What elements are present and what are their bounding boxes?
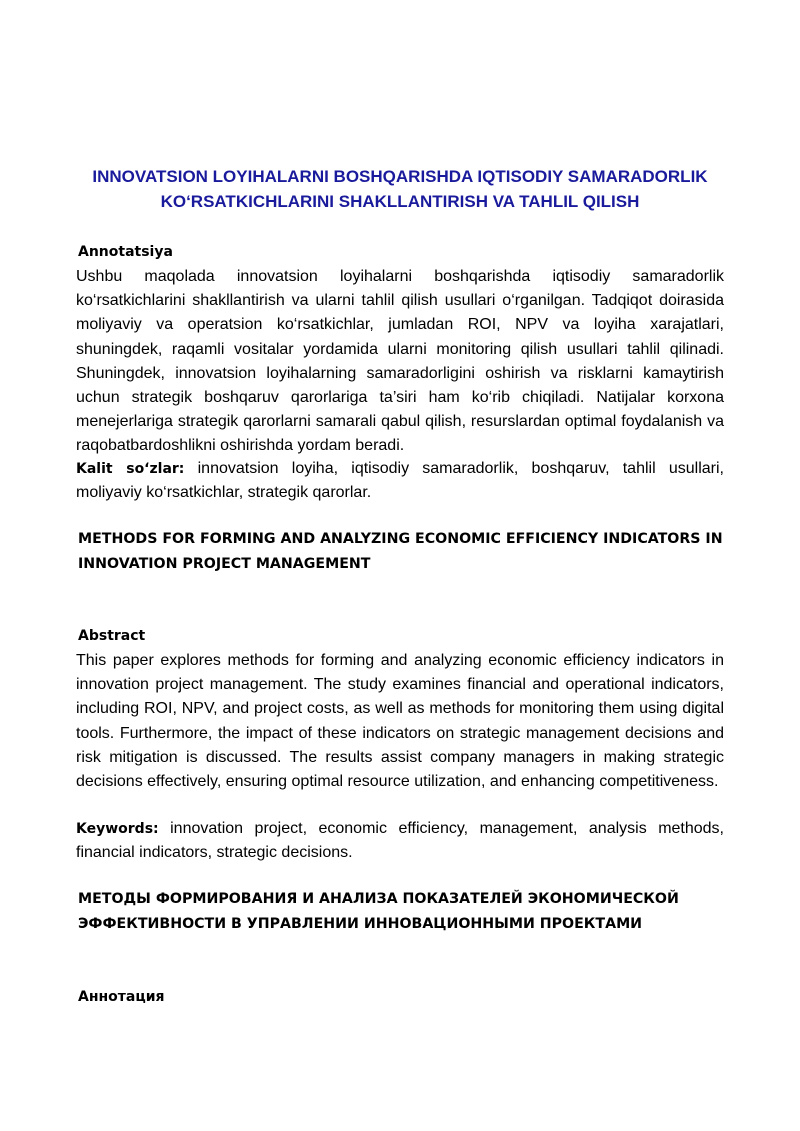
en-abstract-text: This paper explores methods for forming and analyzing economic efficiency indicators in innovation project management. The study examines financial and operational indicators, including ROI, NPV, and project costs, as well as methods for monitoring them using digital tools. Furthermore, the impact of these indicators on strategic management decisions and risk mitigation is discussed. The results assist company managers in making strategic decisions effectively, ensuring optimal resource utilization, and enhancing competitiveness. xyxy=(76,652,724,791)
en-keywords xyxy=(76,817,724,865)
paper-title: INNOVATSION LOYIHALARNI BOSHQARISHDA IQTISODIY SAMARADORLIK KO‘RSATKICHLARINI SHAKLLANTIRISH VA TAHLIL QILISH xyxy=(92,167,708,211)
uz-keywords-label: Kalit so‘zlar: xyxy=(76,461,185,477)
en-abstract-heading: Abstract xyxy=(78,628,146,644)
en-section-title: METHODS FOR FORMING AND ANALYZING ECONOMIC EFFICIENCY INDICATORS IN INNOVATION PROJECT MANAGEMENT xyxy=(78,531,723,572)
en-keywords-label: Keywords: xyxy=(76,821,159,837)
ru-abstract-heading: Аннотация xyxy=(78,989,165,1005)
ru-section-title: МЕТОДЫ ФОРМИРОВАНИЯ И АНАЛИЗА ПОКАЗАТЕЛЕЙ ЭКОНОМИЧЕСКОЙ ЭФФЕКТИВНОСТИ В УПРАВЛЕНИИ ИННОВАЦИОННЫМИ ПРОЕКТАМИ xyxy=(78,891,679,932)
uz-keywords-text: innovatsion loyiha, iqtisodiy samaradorlik, boshqaruv, tahlil usullari, moliyaviy ko‘rsatkichlar, strategik qarorlar. xyxy=(76,460,724,502)
uz-keywords xyxy=(76,457,724,505)
uz-abstract-heading: Annotatsiya xyxy=(78,244,173,260)
en-keywords-text: innovation project, economic efficiency, management, analysis methods, financial indicators, strategic decisions. xyxy=(76,820,724,862)
uz-abstract-text: Ushbu maqolada innovatsion loyihalarni boshqarishda iqtisodiy samaradorlik ko‘rsatkichlarini shakllantirish va ularni tahlil qilish usullari o‘rganilgan. Tadqiqot doirasida moliyaviy va operatsion ko‘rsatkichlar, jumladan ROI, NPV va loyiha xarajatlari, shuningdek, raqamli vositalar yordamida ularni monitoring qilish usullari tahlil qilinadi. Shuningdek, innovatsion loyihalarning samaradorligini oshirish va risklarni kamaytirish uchun strategik boshqaruv qarorlariga ta’siri ham ko‘rib chiqiladi. Natijalar korxona menejerlariga strategik qarorlarni samarali qabul qilish, resurslardan optimal foydalanish va raqobatbardoshlikni oshirishda yordam beradi. xyxy=(76,268,724,455)
